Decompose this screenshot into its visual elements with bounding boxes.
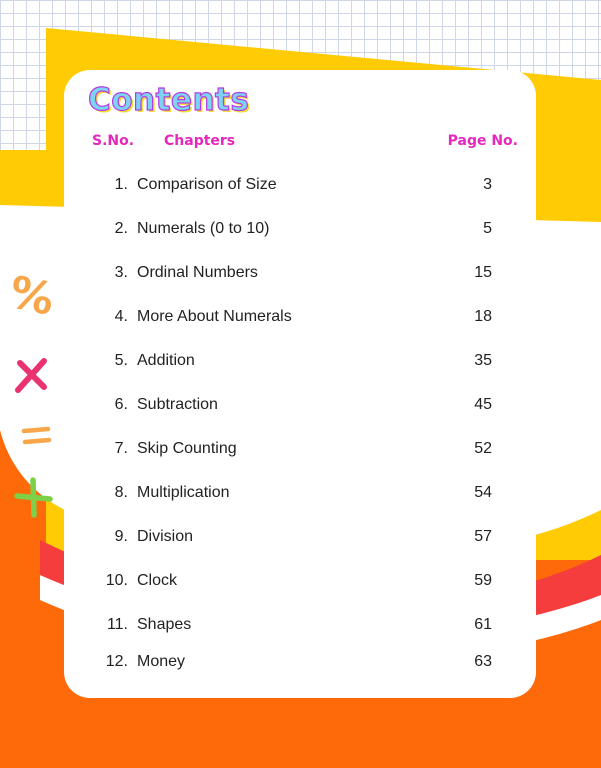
contents-card [64,70,536,698]
contents-row [0,653,601,675]
chapter-title: Ordinal Numbers [137,264,258,281]
chapter-page: 54 [474,484,492,501]
chapter-title: Skip Counting [137,440,237,457]
page-title: Contents [88,82,250,118]
chapter-number: 6. [114,396,128,413]
chapter-page: 59 [474,572,492,589]
chapter-title: Numerals (0 to 10) [137,220,270,237]
chapter-page: 63 [474,653,492,670]
chapter-number: 10. [105,572,128,589]
chapter-page: 3 [483,176,492,193]
chapter-number: 11. [106,616,128,633]
column-header-page: Page No. [447,133,518,149]
chapter-page: 18 [474,308,492,325]
column-header-sno: S.No. [92,133,135,149]
chapter-page: 15 [474,264,492,281]
chapter-number: 8. [114,484,128,501]
chapter-page: 61 [474,616,492,633]
contents-row [0,308,601,330]
percent-symbol: % [4,266,59,326]
chapter-page: 35 [474,352,492,369]
contents-row [0,572,601,594]
contents-row [0,352,601,374]
chapter-number: 12. [105,653,128,670]
contents-row [0,484,601,506]
chapter-page: 57 [474,528,492,545]
contents-row [0,264,601,286]
contents-row [0,176,601,198]
chapter-title: Division [137,528,194,545]
contents-row [0,220,601,242]
contents-row [0,440,601,462]
chapter-number: 1. [114,176,128,193]
contents-row [0,528,601,550]
chapter-number: 5. [114,352,128,369]
chapter-number: 3. [114,264,128,281]
chapter-title: Clock [137,572,178,589]
contents-row [0,616,601,638]
chapter-title: Addition [137,352,195,369]
chapter-number: 4. [114,308,128,325]
chapter-title: Comparison of Size [137,176,277,193]
chapter-page: 52 [474,440,492,457]
chapter-title: Shapes [137,616,192,633]
chapter-number: 9. [114,528,128,545]
contents-row [0,396,601,418]
chapter-number: 7. [114,440,128,457]
chapter-page: 5 [483,220,492,237]
chapter-number: 2. [114,220,128,237]
chapter-title: Money [137,653,186,670]
column-header-chapters: Chapters [164,133,236,149]
chapter-page: 45 [474,396,492,413]
chapter-title: More About Numerals [137,308,292,325]
chapter-title: Subtraction [137,396,218,413]
chapter-title: Multiplication [137,484,230,501]
